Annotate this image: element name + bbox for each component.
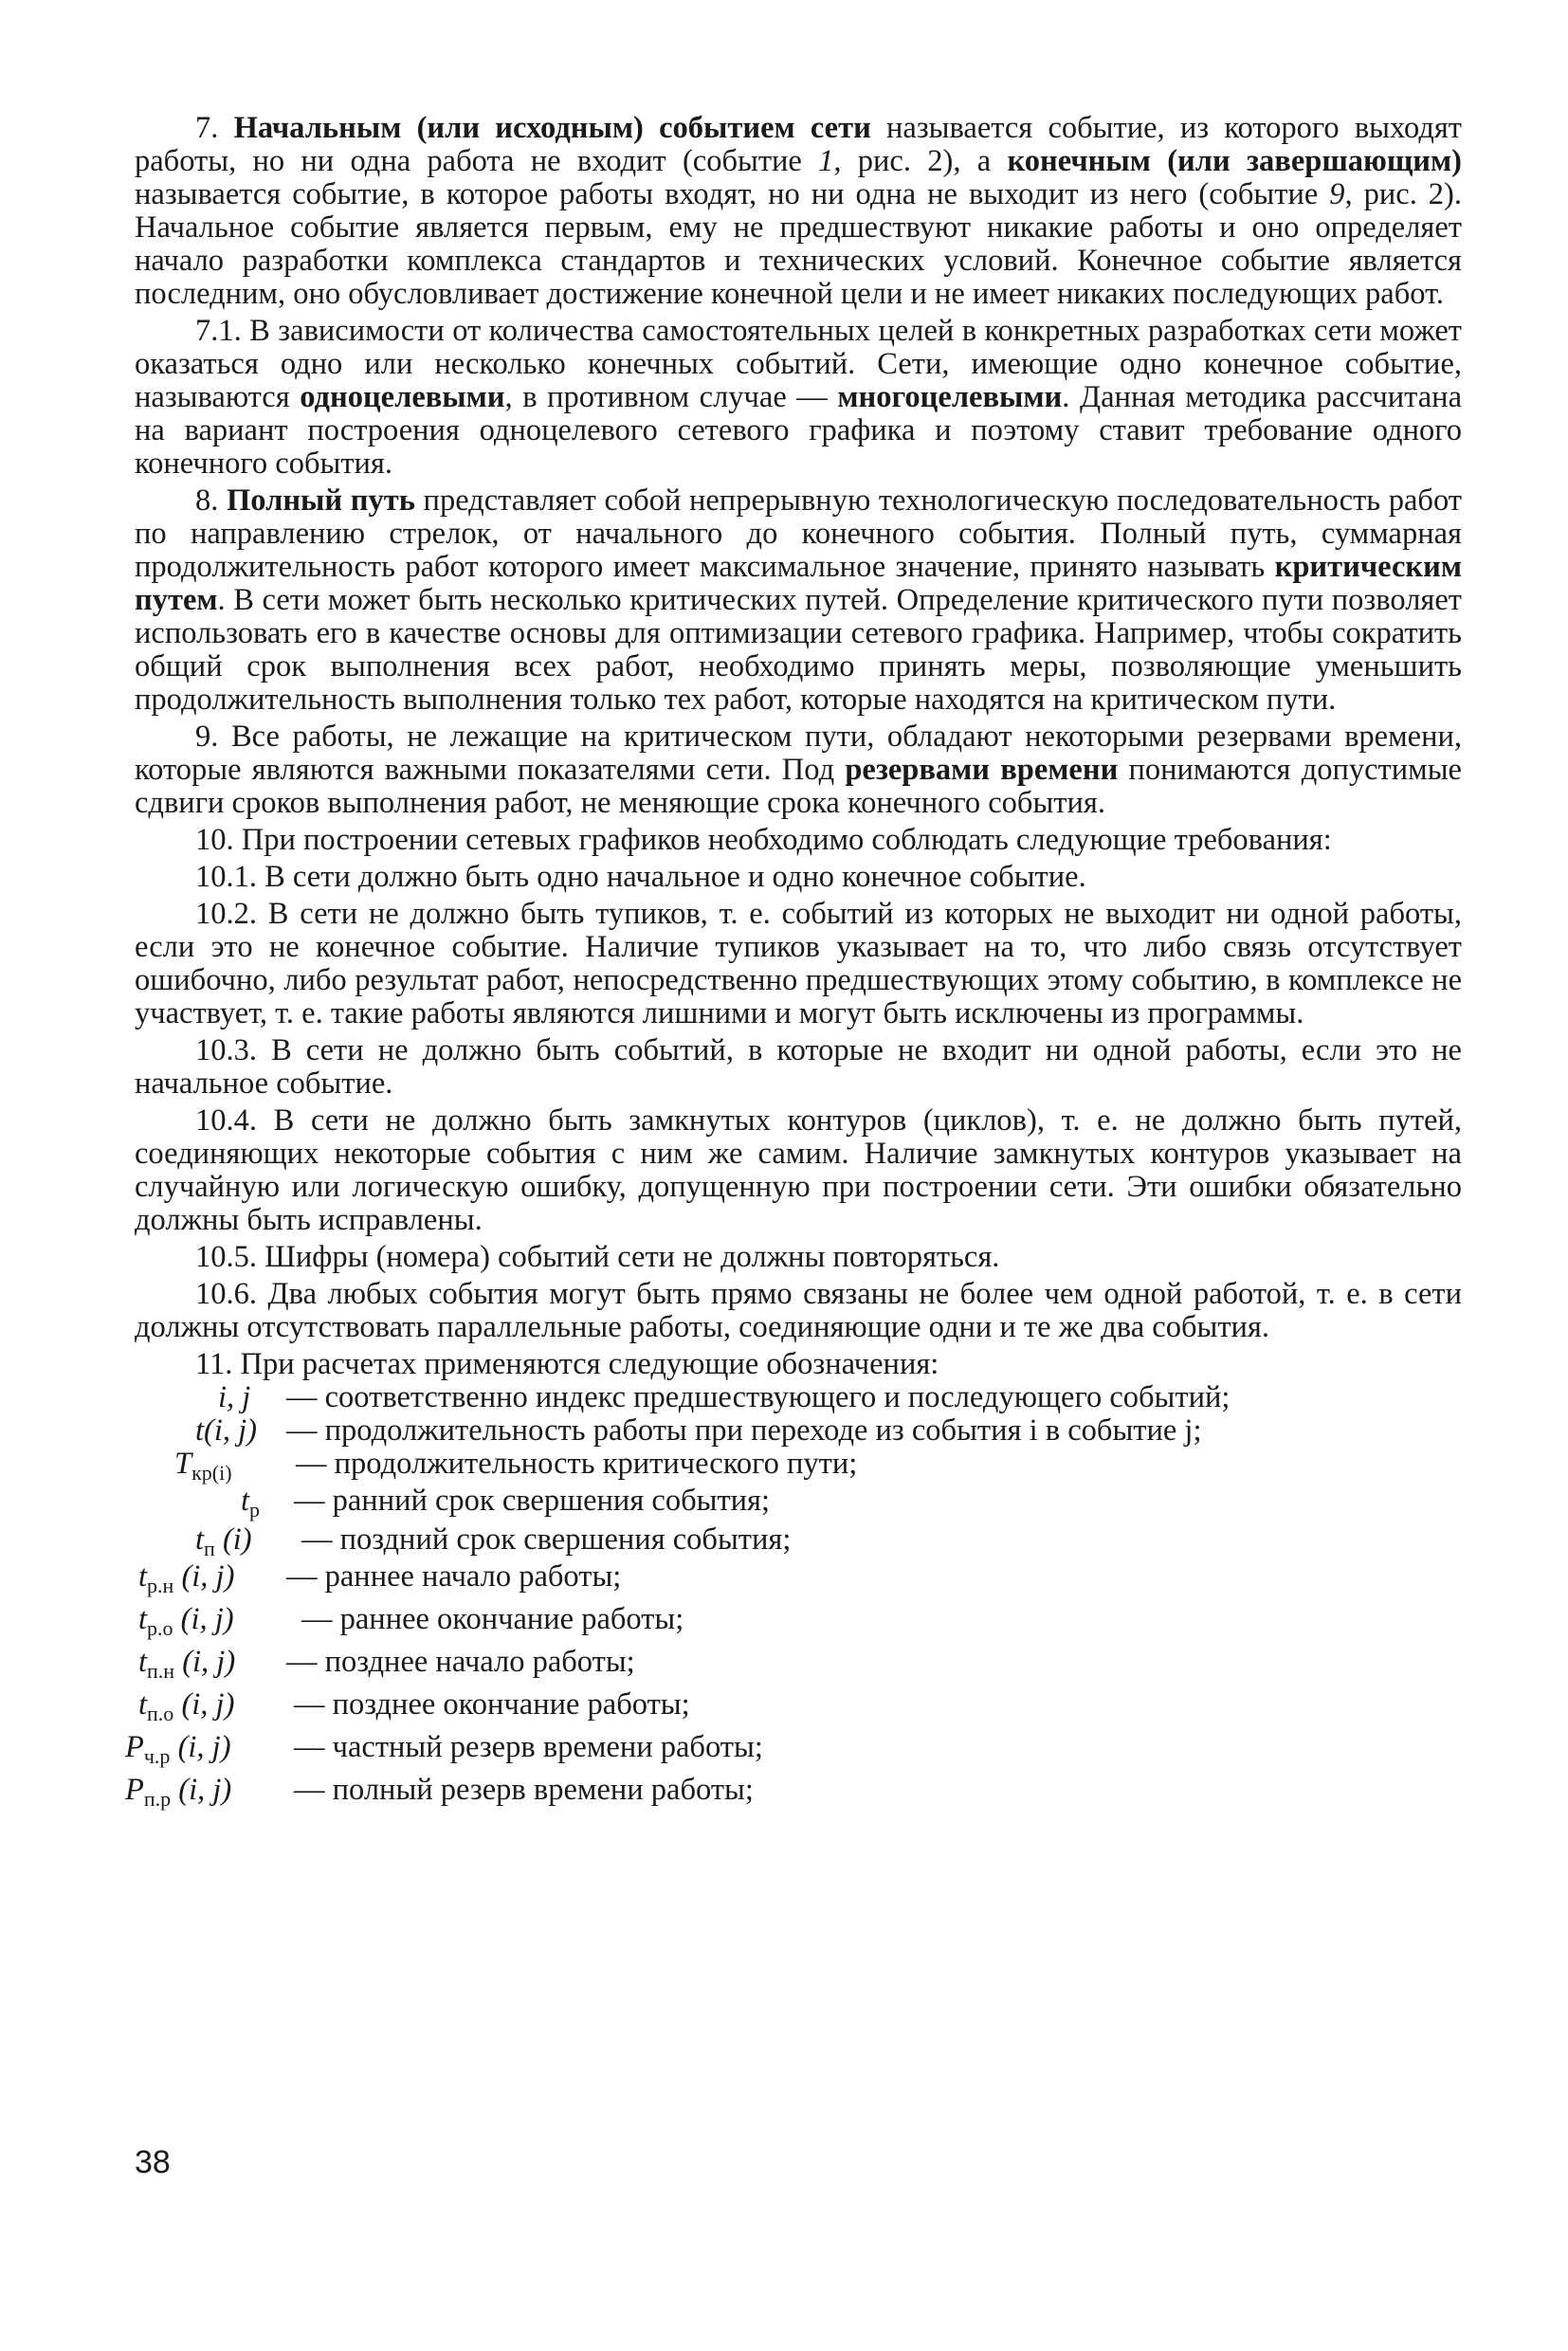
notation-description: — раннее окончание работы;	[301, 1602, 684, 1636]
paragraph-p8: 8. Полный путь представляет собой непрерывную технологическую последовательность работ по направлению стрелок, от начального до конечного события. Полный путь, суммарная продолжительность работ которого имеет максимальное значение, принято называть критическим путем. В сети может быть несколько критических путей. Определение критического пути позволяет использовать его в качестве основы для оптимизации сетевого графика. Например, чтобы сократить общий срок выполнения всех работ, необходимо принять меры, позволяющие уменьшить продолжительность выполнения только тех работ, которые находятся на критическом пути.	[135, 483, 1462, 717]
notation-symbol: i, j	[218, 1380, 251, 1414]
notation-symbol: $T_{кр(i)}$	[174, 1447, 232, 1485]
notation-item	[135, 1447, 1462, 1485]
notation-item	[125, 1730, 1462, 1768]
notation-item	[135, 1559, 1462, 1597]
notation-item	[135, 1687, 1462, 1725]
notation-symbol: $t_{р.н}$ (i, j)	[138, 1559, 235, 1597]
notation-description: — ранний срок свершения события;	[294, 1484, 771, 1518]
paragraph-p7: 7. Начальным (или исходным) событием сети называется событие, из которого выходят работы, но ни одна работа не входит (событие 1, рис. 2), а конечным (или завершающим) называется событие, в которое работы входят, но ни одна не выходит из него (событие 9, рис. 2). Начальное событие является первым, ему не предшествуют никакие работы и оно определяет начало разработки комплекса стандартов и технических условий. Конечное событие является последним, оно обусловливает достижение конечной цели и не имеет никаких последующих работ.	[135, 111, 1463, 311]
notation-item	[135, 1484, 1462, 1522]
paragraph-p10-6: 10.6. Два любых события могут быть прямо связаны не более чем одной работой, т. е. в сети должны отсутствовать параллельные работы, соединяющие одни и те же два события.	[135, 1277, 1462, 1344]
notation-description: — поздний срок свершения события;	[301, 1522, 792, 1557]
notation-intro: 11. При расчетах применяются следующие обозначения:	[195, 1347, 939, 1381]
notation-description: — позднее окончание работы;	[294, 1687, 690, 1722]
page-body	[125, 111, 1463, 1811]
notation-symbol: $P_{п.р}$ (i, j)	[125, 1773, 232, 1811]
notation-description: — раннее начало работы;	[286, 1559, 622, 1594]
notation-description: — частный резерв времени работы;	[294, 1730, 763, 1764]
notation-description: — полный резерв времени работы;	[294, 1773, 754, 1807]
notation-item	[135, 1381, 1462, 1414]
paragraph-p10-4: 10.4. В сети не должно быть замкнутых контуров (циклов), т. е. не должно быть путей, соединяющих некоторые события с ним же самим. Наличие замкнутых контуров указывает на случайную или логическую ошибку, допущенную при построении сети. Эти ошибки обязательно должны быть исправлены.	[135, 1103, 1462, 1237]
notation-description: — соответственно индекс предшествующего и последующего событий;	[286, 1380, 1231, 1414]
text-body	[135, 112, 1462, 1344]
notation-item	[135, 1645, 1462, 1683]
notation-item	[125, 1773, 1462, 1811]
notation-item	[135, 1602, 1462, 1640]
notation-description: — позднее начало работы;	[286, 1645, 635, 1679]
notation-symbol: $t_{р.о}$ (i, j)	[138, 1602, 234, 1640]
notation-symbol: t(i, j)	[195, 1413, 257, 1448]
notation-symbol: $t_{п.о}$ (i, j)	[138, 1687, 235, 1725]
notation-symbol: $t_р$	[241, 1484, 261, 1522]
notation-list	[125, 1347, 1462, 1811]
paragraph-p10: 10. При построении сетевых графиков необходимо соблюдать следующие требования:	[195, 823, 1332, 857]
paragraph-p10-5: 10.5. Шифры (номера) событий сети не должны повторяться.	[195, 1240, 1000, 1274]
notation-symbol: $t_{п.н}$ (i, j)	[138, 1645, 236, 1683]
notation-description: — продолжительность критического пути;	[296, 1447, 858, 1481]
paragraph-p9: 9. Все работы, не лежащие на критическом пути, обладают некоторыми резервами времени, которые являются важными показателями сети. Под резервами времени понимаются допустимые сдвиги сроков выполнения работ, не меняющие срока конечного события.	[135, 720, 1462, 820]
paragraph-p10-3: 10.3. В сети не должно быть событий, в которые не входит ни одной работы, если это не начальное событие.	[135, 1033, 1462, 1101]
notation-description: — продолжительность работы при переходе из события i в событие j;	[286, 1413, 1202, 1448]
paragraph-p10-1: 10.1. В сети должно быть одно начальное и одно конечное событие.	[195, 860, 1086, 894]
notation-item	[135, 1414, 1462, 1448]
notation-item	[135, 1522, 1462, 1560]
notation-symbol: $t_п$ (i)	[195, 1522, 252, 1560]
notation-symbol: $P_{ч.р}$ (i, j)	[125, 1730, 231, 1768]
paragraph-p7-1: 7.1. В зависимости от количества самостоятельных целей в конкретных разработках сети может оказаться одно или несколько конечных событий. Сети, имеющие одно конечное событие, называются одноцелевыми, в противном случае — многоцелевыми. Данная методика рассчитана на вариант построения одноцелевого сетевого графика и поэтому ставит требование одного конечного события.	[135, 314, 1462, 481]
paragraph-p10-2: 10.2. В сети не должно быть тупиков, т. е. событий из которых не выходит ни одной работы, если это не конечное событие. Наличие тупиков указывает на то, что либо связь отсутствует ошибочно, либо результат работ, непосредственно предшествующих этому событию, в комплексе не участвует, т. е. такие работы являются лишними и могут быть исключены из программы.	[135, 897, 1462, 1030]
page-number: 38	[135, 2144, 171, 2180]
